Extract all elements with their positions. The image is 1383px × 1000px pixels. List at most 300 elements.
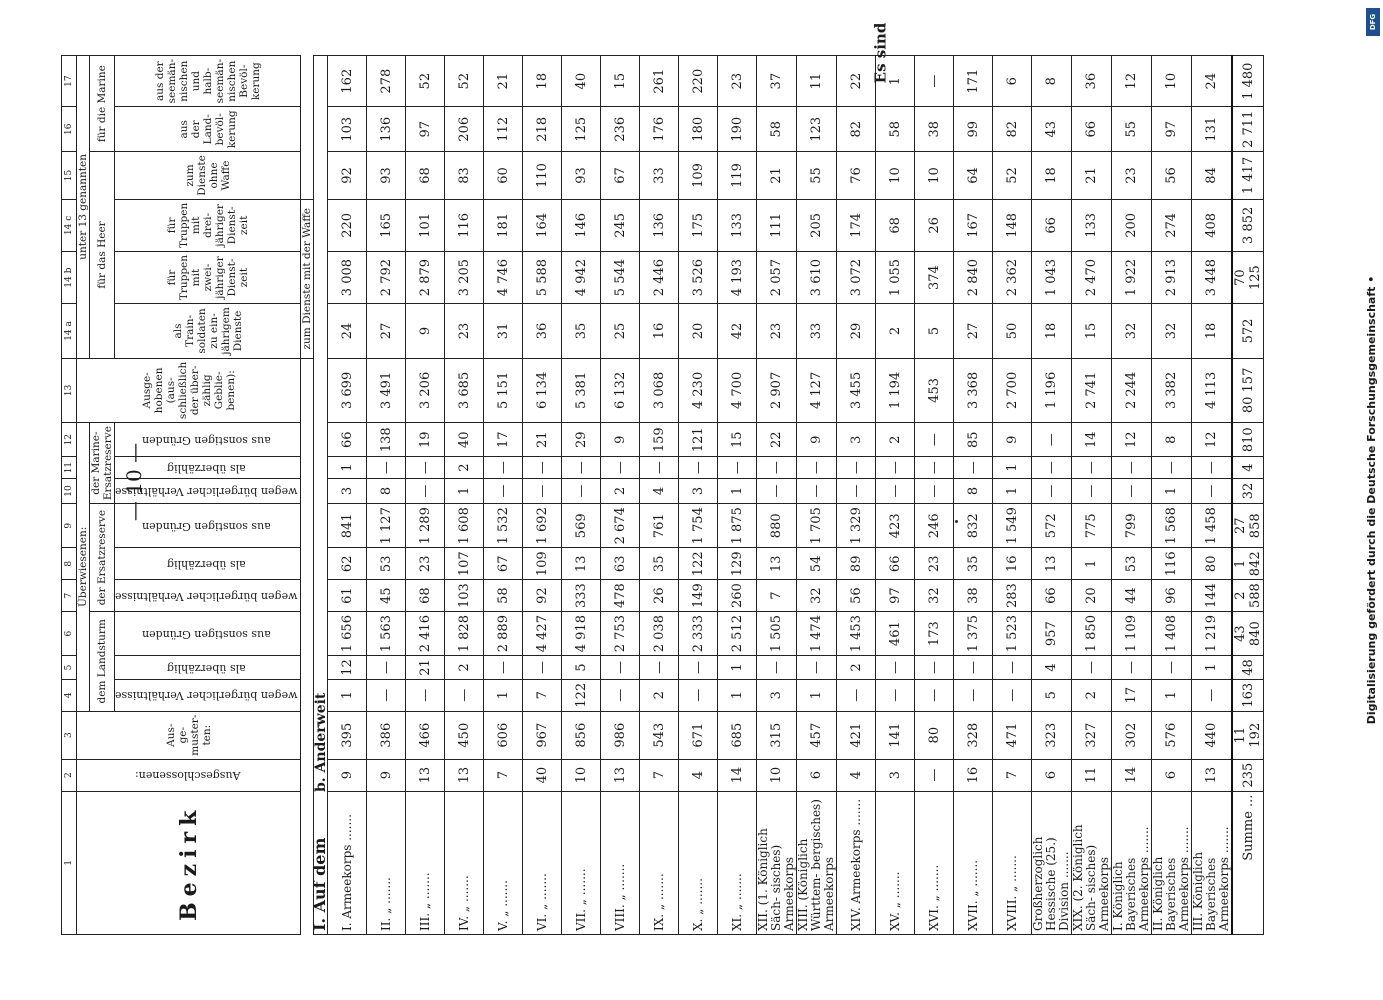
- value-cell: 3: [679, 478, 718, 503]
- value-cell: 27: [954, 304, 993, 359]
- value-cell: 37: [757, 56, 797, 107]
- value-cell: 2 907: [757, 358, 797, 422]
- header-marine-ersatzreserve: der Marine- Ersatzreserve: [90, 423, 115, 504]
- value-cell: 23: [915, 548, 954, 580]
- value-cell: 62: [328, 548, 367, 580]
- section-subtitle: b. Anderweit: [313, 692, 330, 792]
- value-cell: 42: [718, 304, 757, 359]
- value-cell: 1 505: [757, 612, 797, 656]
- value-cell: 64: [954, 152, 993, 200]
- value-cell: 125: [562, 107, 601, 152]
- value-cell: 220: [328, 199, 367, 251]
- value-cell: 13: [1192, 759, 1233, 791]
- value-cell: —: [954, 679, 993, 711]
- value-cell: 1 608: [445, 504, 484, 548]
- column-number: 3: [62, 711, 77, 759]
- bezirk-cell: XV. „ .......: [876, 791, 915, 934]
- value-cell: 245: [601, 199, 640, 251]
- value-cell: 82: [837, 107, 876, 152]
- value-cell: —: [837, 679, 876, 711]
- bezirk-cell: IV. „ .......: [445, 791, 484, 934]
- page-header-continuation: Es sind: [871, 22, 890, 84]
- value-cell: —: [1032, 457, 1072, 479]
- total-cell: 48: [1232, 656, 1264, 680]
- value-cell: 35: [640, 548, 679, 580]
- value-cell: 54: [797, 548, 837, 580]
- total-cell: 80 157: [1232, 358, 1264, 422]
- total-cell: 32: [1232, 478, 1264, 503]
- value-cell: —: [367, 679, 406, 711]
- column-number-row: [62, 56, 77, 935]
- column-number: 15: [62, 152, 77, 200]
- table-body: [328, 56, 1233, 935]
- value-cell: —: [915, 478, 954, 503]
- page-number: — 10 —: [122, 442, 146, 522]
- value-cell: 2 753: [601, 612, 640, 656]
- value-cell: 97: [1152, 107, 1192, 152]
- value-cell: —: [915, 56, 954, 107]
- value-cell: 1: [328, 679, 367, 711]
- value-cell: 569: [562, 504, 601, 548]
- value-cell: 32: [1152, 304, 1192, 359]
- value-cell: 4 193: [718, 251, 757, 303]
- value-cell: 423: [876, 504, 915, 548]
- value-cell: 149: [679, 580, 718, 612]
- value-cell: 18: [523, 56, 562, 107]
- value-cell: 63: [601, 548, 640, 580]
- value-cell: 122: [562, 679, 601, 711]
- value-cell: 103: [445, 580, 484, 612]
- value-cell: 50: [993, 304, 1032, 359]
- statistics-table: [61, 55, 1264, 935]
- value-cell: 52: [406, 56, 445, 107]
- value-cell: 1: [1152, 478, 1192, 503]
- total-cell: 1 842: [1232, 548, 1264, 580]
- header-ausgemustert: Aus- ge- muster- ten:: [77, 711, 301, 759]
- value-cell: 22: [837, 56, 876, 107]
- value-cell: 13: [562, 548, 601, 580]
- value-cell: 1 408: [1152, 612, 1192, 656]
- value-cell: 315: [757, 711, 797, 759]
- section-row: [314, 56, 328, 935]
- value-cell: 24: [1192, 56, 1233, 107]
- value-cell: 68: [876, 199, 915, 251]
- value-cell: 38: [954, 580, 993, 612]
- table-row: [837, 56, 876, 935]
- value-cell: 33: [797, 304, 837, 359]
- value-cell: 180: [679, 107, 718, 152]
- value-cell: 25: [601, 304, 640, 359]
- value-cell: 9: [797, 423, 837, 457]
- value-cell: 8: [367, 478, 406, 503]
- header-see: aus der seemän- nischen und halb- seemän- nischen Bevöl- kerung: [115, 56, 301, 107]
- value-cell: 66: [1072, 107, 1112, 152]
- value-cell: 10: [562, 759, 601, 791]
- value-cell: —: [1152, 457, 1192, 479]
- value-cell: 67: [601, 152, 640, 200]
- value-cell: 35: [562, 304, 601, 359]
- value-cell: 116: [445, 199, 484, 251]
- value-cell: 543: [640, 711, 679, 759]
- value-cell: 1 043: [1032, 251, 1072, 303]
- value-cell: 56: [1152, 152, 1192, 200]
- value-cell: —: [1032, 423, 1072, 457]
- value-cell: 3 699: [328, 358, 367, 422]
- value-cell: 2: [640, 679, 679, 711]
- value-cell: 97: [876, 580, 915, 612]
- value-cell: 4: [837, 759, 876, 791]
- value-cell: 3 068: [640, 358, 679, 422]
- value-cell: 841: [328, 504, 367, 548]
- header-mer-sonst: aus sonstigen Gründen: [115, 423, 301, 457]
- value-cell: 9: [993, 423, 1032, 457]
- value-cell: 1 828: [445, 612, 484, 656]
- value-cell: 116: [1152, 548, 1192, 580]
- value-cell: 9: [367, 759, 406, 791]
- bezirk-cell: XVII. „ .......: [954, 791, 993, 934]
- column-number: 17: [62, 56, 77, 107]
- value-cell: 5: [1032, 679, 1072, 711]
- value-cell: 1: [328, 457, 367, 479]
- value-cell: 5 544: [601, 251, 640, 303]
- value-cell: 12: [1112, 423, 1152, 457]
- value-cell: 1: [718, 478, 757, 503]
- value-cell: 2: [445, 457, 484, 479]
- value-cell: 190: [718, 107, 757, 152]
- column-number: 10: [62, 478, 77, 503]
- value-cell: 162: [328, 56, 367, 107]
- value-cell: 466: [406, 711, 445, 759]
- value-cell: 136: [640, 199, 679, 251]
- value-cell: 799: [1112, 504, 1152, 548]
- value-cell: 832: [954, 504, 993, 548]
- table-row: [406, 56, 445, 935]
- value-cell: —: [915, 457, 954, 479]
- value-cell: 58: [757, 107, 797, 152]
- value-cell: —: [601, 656, 640, 680]
- value-cell: 123: [797, 107, 837, 152]
- value-cell: 23: [718, 56, 757, 107]
- bezirk-cell: III. „ .......: [406, 791, 445, 934]
- value-cell: 131: [1192, 107, 1233, 152]
- total-cell: 2 588: [1232, 580, 1264, 612]
- value-cell: 29: [837, 304, 876, 359]
- value-cell: 3 008: [328, 251, 367, 303]
- value-cell: 2 700: [993, 358, 1032, 422]
- value-cell: 82: [993, 107, 1032, 152]
- value-cell: —: [1032, 478, 1072, 503]
- column-number: 1: [62, 791, 77, 934]
- value-cell: —: [1072, 457, 1112, 479]
- value-cell: 6: [1032, 759, 1072, 791]
- value-cell: 4 230: [679, 358, 718, 422]
- value-cell: 10: [1152, 56, 1192, 107]
- value-cell: 35: [954, 548, 993, 580]
- value-cell: 26: [915, 199, 954, 251]
- header-bezirk: Bezirk: [77, 791, 301, 934]
- table-row: [484, 56, 523, 935]
- column-number: 14 a: [62, 304, 77, 359]
- header-er-sonst: aus sonstigen Gründen: [115, 504, 301, 548]
- bezirk-cell: XIV. Armeekorps .......: [837, 791, 876, 934]
- value-cell: 3 685: [445, 358, 484, 422]
- value-cell: 12: [328, 656, 367, 680]
- value-cell: 53: [367, 548, 406, 580]
- value-cell: 36: [1072, 56, 1112, 107]
- bezirk-cell: VII. „ .......: [562, 791, 601, 934]
- value-cell: 440: [1192, 711, 1233, 759]
- header-mer-wegen: wegen bürgerlicher Verhältnisse: [115, 478, 301, 503]
- value-cell: 14: [718, 759, 757, 791]
- value-cell: 2 057: [757, 251, 797, 303]
- value-cell: 2 333: [679, 612, 718, 656]
- table-row: [562, 56, 601, 935]
- value-cell: 1 532: [484, 504, 523, 548]
- value-cell: 89: [837, 548, 876, 580]
- value-cell: 3 610: [797, 251, 837, 303]
- value-cell: —: [876, 679, 915, 711]
- total-cell: 27 858: [1232, 504, 1264, 548]
- table-row: [1112, 56, 1152, 935]
- value-cell: —: [876, 656, 915, 680]
- value-cell: 19: [406, 423, 445, 457]
- value-cell: 21: [523, 423, 562, 457]
- value-cell: 2: [876, 304, 915, 359]
- value-cell: 1 850: [1072, 612, 1112, 656]
- column-number: 11: [62, 457, 77, 479]
- header-mer-ueberz: als überzählig: [115, 457, 301, 479]
- table-row: [915, 56, 954, 935]
- value-cell: 52: [993, 152, 1032, 200]
- value-cell: 67: [484, 548, 523, 580]
- value-cell: 20: [679, 304, 718, 359]
- value-cell: 66: [1032, 580, 1072, 612]
- value-cell: 167: [954, 199, 993, 251]
- value-cell: —: [445, 679, 484, 711]
- value-cell: 4 918: [562, 612, 601, 656]
- value-cell: 121: [679, 423, 718, 457]
- table-row: [367, 56, 406, 935]
- value-cell: 1 922: [1112, 251, 1152, 303]
- section-title: I. Auf dem b. Anderweit: [314, 56, 328, 935]
- value-cell: 12: [1112, 56, 1152, 107]
- value-cell: 181: [484, 199, 523, 251]
- value-cell: 880: [757, 504, 797, 548]
- value-cell: —: [367, 457, 406, 479]
- header-train: als Train- soldaten zu ein- jährigem Dienste: [115, 304, 301, 359]
- value-cell: 1: [993, 457, 1032, 479]
- value-cell: 40: [523, 759, 562, 791]
- value-cell: 23: [757, 304, 797, 359]
- value-cell: 327: [1072, 711, 1112, 759]
- value-cell: 3: [837, 423, 876, 457]
- value-cell: 395: [328, 711, 367, 759]
- value-cell: 576: [1152, 711, 1192, 759]
- header-ohne-waffe: zum Dienste ohne Waffe: [115, 152, 301, 200]
- value-cell: 138: [367, 423, 406, 457]
- value-cell: 76: [837, 152, 876, 200]
- header-fuer-marine: für die Marine: [90, 56, 115, 152]
- value-cell: 1 568: [1152, 504, 1192, 548]
- value-cell: 60: [484, 152, 523, 200]
- table-row: [328, 56, 367, 935]
- header-lst-sonst: aus sonstigen Gründen: [115, 612, 301, 656]
- column-number: 4: [62, 679, 77, 711]
- value-cell: 146: [562, 199, 601, 251]
- value-cell: —: [406, 457, 445, 479]
- value-cell: 40: [562, 56, 601, 107]
- column-number: 8: [62, 548, 77, 580]
- value-cell: 66: [328, 423, 367, 457]
- value-cell: 93: [562, 152, 601, 200]
- header-lst-ueberz: als überzählig: [115, 656, 301, 680]
- value-cell: —: [993, 679, 1032, 711]
- header-drei-jaehrig: für Truppen mit drei- jähriger Dienst- zeit: [115, 199, 301, 251]
- value-cell: —: [718, 457, 757, 479]
- value-cell: 333: [562, 580, 601, 612]
- value-cell: 4 427: [523, 612, 562, 656]
- value-cell: 450: [445, 711, 484, 759]
- value-cell: 2 244: [1112, 358, 1152, 422]
- column-number: 13: [62, 358, 77, 422]
- value-cell: 1: [718, 656, 757, 680]
- value-cell: 3 205: [445, 251, 484, 303]
- value-cell: 11: [797, 56, 837, 107]
- value-cell: 32: [915, 580, 954, 612]
- value-cell: 1 055: [876, 251, 915, 303]
- value-cell: 165: [367, 199, 406, 251]
- value-cell: 9: [601, 423, 640, 457]
- total-cell: 11 192: [1232, 711, 1264, 759]
- value-cell: 175: [679, 199, 718, 251]
- value-cell: 97: [406, 107, 445, 152]
- value-cell: 32: [1112, 304, 1152, 359]
- value-cell: 1: [1192, 656, 1233, 680]
- value-cell: 408: [1192, 199, 1233, 251]
- value-cell: 685: [718, 711, 757, 759]
- value-cell: 2 446: [640, 251, 679, 303]
- value-cell: 2 913: [1152, 251, 1192, 303]
- value-cell: 16: [993, 548, 1032, 580]
- bezirk-cell: VI. „ .......: [523, 791, 562, 934]
- bezirk-cell: XVIII. „ .......: [993, 791, 1032, 934]
- value-cell: 15: [718, 423, 757, 457]
- value-cell: —: [757, 457, 797, 479]
- value-cell: 4 746: [484, 251, 523, 303]
- value-cell: 200: [1112, 199, 1152, 251]
- value-cell: —: [757, 656, 797, 680]
- table-row: [1072, 56, 1112, 935]
- value-cell: 967: [523, 711, 562, 759]
- value-cell: 3 368: [954, 358, 993, 422]
- value-cell: 101: [406, 199, 445, 251]
- value-cell: —: [1112, 656, 1152, 680]
- value-cell: 2: [837, 656, 876, 680]
- header-unter-13: unter 13 genannten: [77, 56, 90, 359]
- value-cell: 13: [445, 759, 484, 791]
- value-cell: 15: [1072, 304, 1112, 359]
- table-row: [757, 56, 797, 935]
- value-cell: 99: [954, 107, 993, 152]
- value-cell: 1 656: [328, 612, 367, 656]
- value-cell: 2 416: [406, 612, 445, 656]
- value-cell: 1 474: [797, 612, 837, 656]
- value-cell: 66: [876, 548, 915, 580]
- value-cell: 3 448: [1192, 251, 1233, 303]
- value-cell: 17: [1112, 679, 1152, 711]
- total-row: [1232, 56, 1264, 935]
- value-cell: 164: [523, 199, 562, 251]
- value-cell: —: [1152, 656, 1192, 680]
- value-cell: 13: [757, 548, 797, 580]
- header-lst-wegen: wegen bürgerlicher Verhältnisse: [115, 679, 301, 711]
- column-number: 6: [62, 612, 77, 656]
- bezirk-cell: III. Königlich Bayerisches Armeekorps .......: [1192, 791, 1233, 934]
- value-cell: —: [1192, 457, 1233, 479]
- value-cell: 12: [1192, 423, 1233, 457]
- value-cell: 1 375: [954, 612, 993, 656]
- value-cell: 2 038: [640, 612, 679, 656]
- value-cell: 328: [954, 711, 993, 759]
- value-cell: 14: [1072, 423, 1112, 457]
- value-cell: 80: [1192, 548, 1233, 580]
- value-cell: 21: [406, 656, 445, 680]
- value-cell: 23: [1112, 152, 1152, 200]
- value-cell: 6 134: [523, 358, 562, 422]
- value-cell: —: [679, 457, 718, 479]
- value-cell: 572: [1032, 504, 1072, 548]
- value-cell: 1 109: [1112, 612, 1152, 656]
- value-cell: —: [915, 423, 954, 457]
- value-cell: 58: [876, 107, 915, 152]
- value-cell: 17: [484, 423, 523, 457]
- value-cell: 2: [445, 656, 484, 680]
- value-cell: 206: [445, 107, 484, 152]
- value-cell: 471: [993, 711, 1032, 759]
- value-cell: 4 942: [562, 251, 601, 303]
- table-row: [679, 56, 718, 935]
- value-cell: 986: [601, 711, 640, 759]
- value-cell: 18: [1032, 304, 1072, 359]
- value-cell: —: [1072, 656, 1112, 680]
- bezirk-cell: XIII. (Königlich Württem- bergisches) Armeekorps: [797, 791, 837, 934]
- value-cell: —: [915, 656, 954, 680]
- bezirk-cell: VIII. „ .......: [601, 791, 640, 934]
- value-cell: 4: [679, 759, 718, 791]
- total-cell: 1 480: [1232, 56, 1264, 107]
- value-cell: 103: [328, 107, 367, 152]
- column-number: 14 c: [62, 199, 77, 251]
- value-cell: 32: [797, 580, 837, 612]
- dfg-logo-icon: DFG: [1366, 8, 1380, 36]
- value-cell: —: [679, 656, 718, 680]
- header-landsturm: dem Landsturm: [90, 612, 115, 712]
- total-cell: 3 852: [1232, 199, 1264, 251]
- value-cell: 80: [915, 711, 954, 759]
- bezirk-cell: II. Königlich Bayerisches Armeekorps .......: [1152, 791, 1192, 934]
- value-cell: 1: [1072, 548, 1112, 580]
- header-row-1: [77, 56, 90, 935]
- value-cell: 171: [954, 56, 993, 107]
- value-cell: 1: [484, 679, 523, 711]
- value-cell: 246: [915, 504, 954, 548]
- header-ausgehobenen: Ausge- hobenen (aus- schließlich der über- zählig Geblie- benen):: [77, 358, 301, 422]
- value-cell: 13: [406, 759, 445, 791]
- value-cell: 119: [718, 152, 757, 200]
- value-cell: 38: [915, 107, 954, 152]
- value-cell: 10: [915, 152, 954, 200]
- table-row: [640, 56, 679, 935]
